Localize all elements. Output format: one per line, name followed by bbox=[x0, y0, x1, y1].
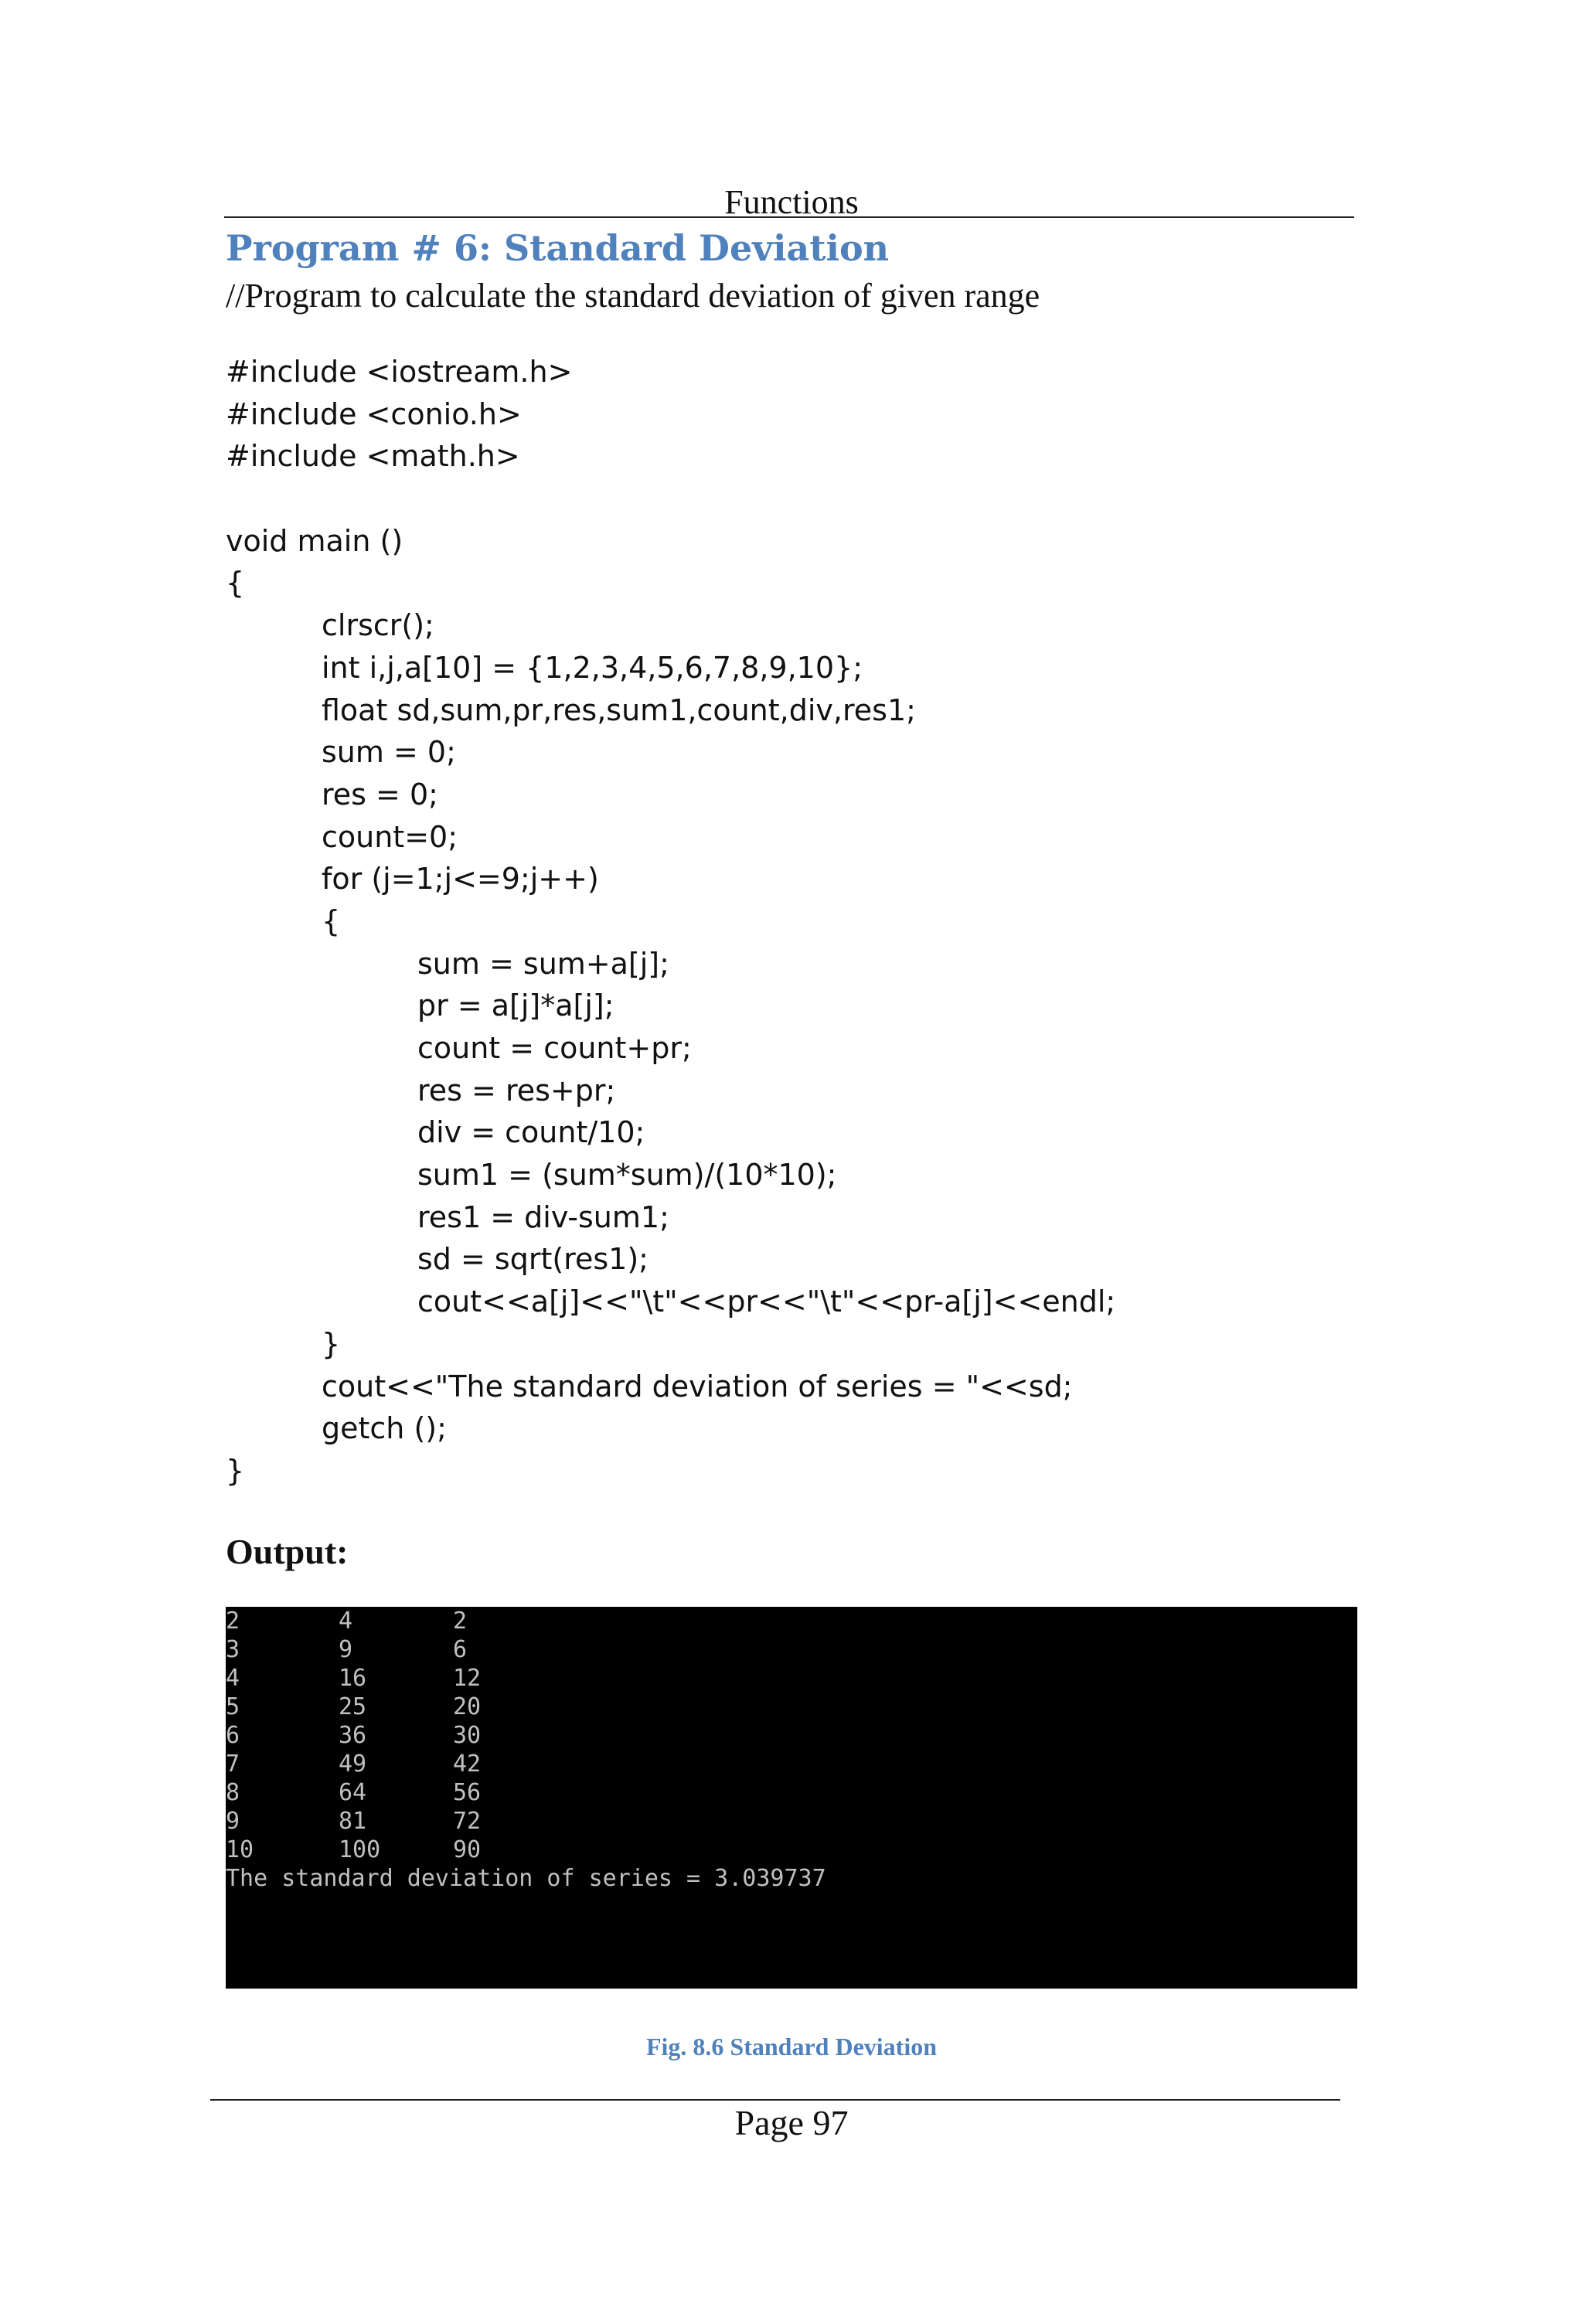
program-comment: //Program to calculate the standard deviation of given range bbox=[226, 277, 1040, 315]
console-cell: 6 bbox=[453, 1636, 468, 1663]
code-line: { bbox=[226, 566, 245, 601]
console-cell: 30 bbox=[453, 1722, 482, 1749]
code-line: count=0; bbox=[322, 819, 458, 854]
code-line: sum = 0; bbox=[322, 735, 456, 770]
console-row bbox=[226, 1693, 482, 1721]
code-line: sum1 = (sum*sum)/(10*10); bbox=[417, 1158, 837, 1193]
console-cell: 42 bbox=[453, 1751, 482, 1778]
code-line: sd = sqrt(res1); bbox=[417, 1242, 649, 1277]
program-title: Program # 6: Standard Deviation bbox=[226, 227, 890, 269]
code-line: void main () bbox=[226, 523, 403, 558]
page-header-title: Functions bbox=[724, 183, 859, 221]
console-row bbox=[226, 1635, 468, 1664]
console-cell: 4 bbox=[226, 1665, 240, 1692]
code-line: pr = a[j]*a[j]; bbox=[417, 988, 614, 1023]
console-cell: 90 bbox=[453, 1836, 482, 1863]
code-listing bbox=[226, 351, 1115, 1492]
console-row bbox=[226, 1750, 482, 1778]
code-line: for (j=1;j<=9;j++) bbox=[322, 862, 599, 897]
console-cell: 10 bbox=[226, 1836, 254, 1863]
console-cell: 64 bbox=[339, 1779, 367, 1806]
code-line-blank bbox=[226, 478, 1115, 520]
console-cell: 16 bbox=[339, 1665, 367, 1692]
console-summary-row bbox=[226, 1864, 826, 1893]
code-line: clrscr(); bbox=[322, 608, 434, 643]
page-number: Page 97 bbox=[734, 2103, 849, 2142]
console-cell: 6 bbox=[226, 1722, 240, 1749]
code-line: res = 0; bbox=[322, 777, 438, 812]
console-row bbox=[226, 1807, 482, 1836]
code-line: #include <math.h> bbox=[226, 439, 520, 474]
console-output-screenshot bbox=[226, 1607, 1357, 1989]
console-cell: 20 bbox=[453, 1693, 482, 1720]
console-cell: 81 bbox=[339, 1808, 367, 1835]
console-cell: 36 bbox=[339, 1722, 367, 1749]
console-row bbox=[226, 1721, 482, 1750]
figure-caption: Fig. 8.6 Standard Deviation bbox=[645, 2033, 938, 2060]
console-row bbox=[226, 1778, 482, 1807]
console-cell: 25 bbox=[339, 1693, 367, 1720]
code-line: cout<<a[j]<<"\t"<<pr<<"\t"<<pr-a[j]<<endl; bbox=[417, 1284, 1116, 1319]
code-line: getch (); bbox=[322, 1411, 447, 1446]
console-cell: 4 bbox=[339, 1608, 353, 1635]
code-line: { bbox=[322, 903, 341, 938]
console-cell: 8 bbox=[226, 1779, 240, 1806]
console-cell: 5 bbox=[226, 1693, 240, 1720]
console-cell: 56 bbox=[453, 1779, 482, 1806]
console-cell: 2 bbox=[453, 1608, 468, 1635]
console-cell: 9 bbox=[339, 1636, 353, 1663]
console-summary-text: The standard deviation of series = 3.039737 bbox=[226, 1865, 826, 1892]
code-line: count = count+pr; bbox=[417, 1031, 692, 1065]
code-line: } bbox=[322, 1326, 341, 1361]
console-cell: 9 bbox=[226, 1808, 240, 1835]
code-line: #include <iostream.h> bbox=[226, 355, 573, 389]
output-heading: Output: bbox=[226, 1532, 349, 1571]
console-cell: 100 bbox=[339, 1836, 381, 1863]
console-cell: 72 bbox=[453, 1808, 482, 1835]
code-line: cout<<"The standard deviation of series = "<<sd; bbox=[322, 1369, 1073, 1404]
console-cell: 3 bbox=[226, 1636, 240, 1663]
console-row bbox=[226, 1607, 468, 1635]
code-line: div = count/10; bbox=[417, 1115, 645, 1150]
code-line: int i,j,a[10] = {1,2,3,4,5,6,7,8,9,10}; bbox=[322, 650, 863, 685]
console-cell: 12 bbox=[453, 1665, 482, 1692]
header-rule bbox=[224, 216, 1354, 218]
console-cell: 49 bbox=[339, 1751, 367, 1778]
code-line: res1 = div-sum1; bbox=[417, 1199, 669, 1234]
code-line: float sd,sum,pr,res,sum1,count,div,res1; bbox=[322, 692, 916, 727]
code-line: } bbox=[226, 1453, 245, 1488]
code-line: sum = sum+a[j]; bbox=[417, 946, 669, 981]
code-line: res = res+pr; bbox=[417, 1073, 616, 1108]
code-line: #include <conio.h> bbox=[226, 396, 522, 431]
console-row bbox=[226, 1664, 482, 1693]
console-row bbox=[226, 1836, 482, 1864]
console-cell: 7 bbox=[226, 1751, 240, 1778]
console-cell: 2 bbox=[226, 1608, 240, 1635]
